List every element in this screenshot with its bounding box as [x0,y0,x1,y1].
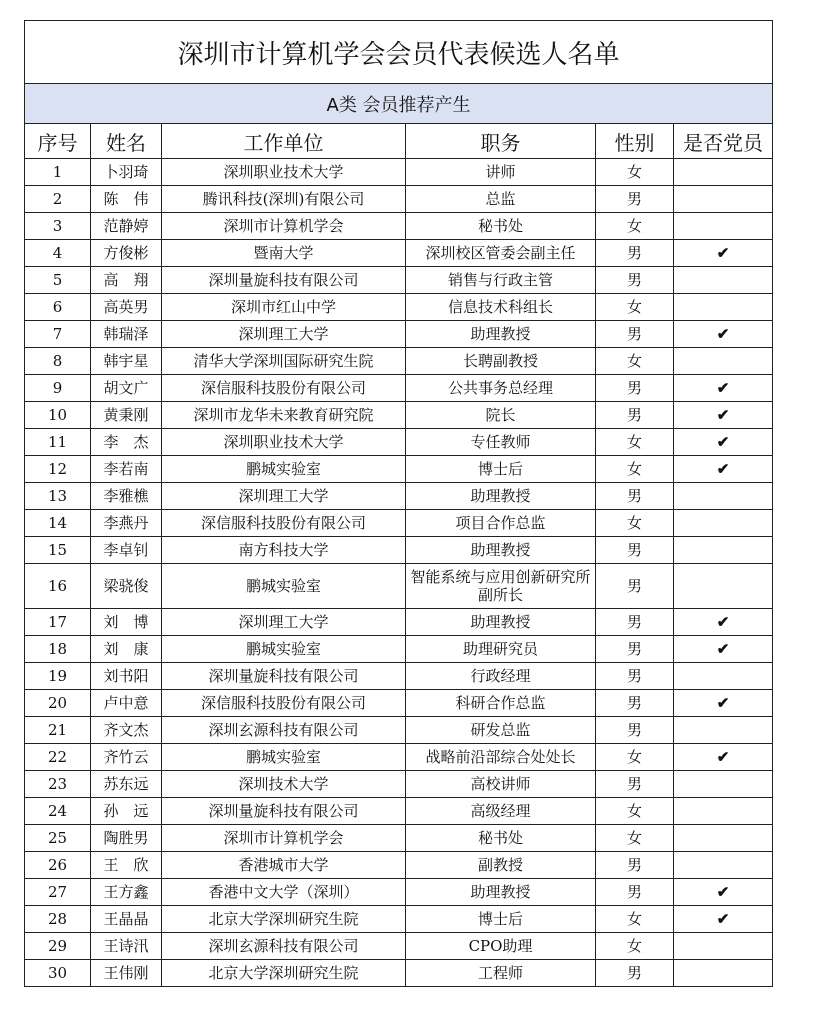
cell-party-member [674,852,773,879]
cell-party-member [674,717,773,744]
cell-party-member [674,159,773,186]
cell-gender: 女 [596,933,674,960]
cell-gender: 男 [596,537,674,564]
cell-name: 高 翔 [91,267,162,294]
cell-name: 王 欣 [91,852,162,879]
cell-number: 29 [25,933,91,960]
cell-party-member [674,483,773,510]
table-row [25,906,773,933]
cell-position: 助理研究员 [406,636,596,663]
cell-organization: 深圳市龙华未来教育研究院 [162,402,406,429]
cell-number: 8 [25,348,91,375]
cell-position: 院长 [406,402,596,429]
cell-organization: 深信服科技股份有限公司 [162,510,406,537]
table-row [25,798,773,825]
cell-position: 长聘副教授 [406,348,596,375]
cell-name: 黄秉刚 [91,402,162,429]
check-icon: ✔ [674,906,773,933]
cell-gender: 女 [596,159,674,186]
cell-organization: 香港城市大学 [162,852,406,879]
cell-name: 苏东远 [91,771,162,798]
check-icon: ✔ [674,636,773,663]
cell-organization: 腾讯科技(深圳)有限公司 [162,186,406,213]
cell-name: 高英男 [91,294,162,321]
column-header-party-member: 是否党员 [674,124,773,159]
table-row [25,159,773,186]
cell-organization: 南方科技大学 [162,537,406,564]
cell-position: CPO助理 [406,933,596,960]
cell-organization: 深圳市计算机学会 [162,213,406,240]
cell-name: 刘 康 [91,636,162,663]
table-row [25,510,773,537]
cell-organization: 深圳理工大学 [162,483,406,510]
cell-position: 高校讲师 [406,771,596,798]
cell-organization: 鹏城实验室 [162,456,406,483]
cell-party-member [674,825,773,852]
check-icon: ✔ [674,402,773,429]
candidate-list-table [24,20,773,987]
cell-party-member [674,933,773,960]
cell-gender: 男 [596,240,674,267]
cell-gender: 女 [596,798,674,825]
cell-number: 27 [25,879,91,906]
cell-name: 李雅樵 [91,483,162,510]
column-header-organization: 工作单位 [162,124,406,159]
table-row [25,609,773,636]
cell-position: 博士后 [406,906,596,933]
cell-gender: 女 [596,429,674,456]
cell-position: 讲师 [406,159,596,186]
cell-gender: 男 [596,267,674,294]
cell-number: 7 [25,321,91,348]
cell-organization: 深圳市红山中学 [162,294,406,321]
cell-organization: 清华大学深圳国际研究生院 [162,348,406,375]
cell-number: 2 [25,186,91,213]
cell-name: 范静婷 [91,213,162,240]
cell-gender: 男 [596,483,674,510]
check-icon: ✔ [674,456,773,483]
cell-name: 王晶晶 [91,906,162,933]
document-title: 深圳市计算机学会会员代表候选人名单 [25,21,773,84]
cell-position: 总监 [406,186,596,213]
column-header-name: 姓名 [91,124,162,159]
table-row [25,483,773,510]
cell-party-member [674,771,773,798]
cell-number: 1 [25,159,91,186]
cell-name: 齐竹云 [91,744,162,771]
cell-party-member [674,537,773,564]
cell-name: 陈 伟 [91,186,162,213]
cell-number: 13 [25,483,91,510]
cell-gender: 男 [596,717,674,744]
cell-name: 王方鑫 [91,879,162,906]
cell-number: 21 [25,717,91,744]
cell-name: 王诗汛 [91,933,162,960]
cell-organization: 深信服科技股份有限公司 [162,690,406,717]
cell-party-member [674,564,773,609]
cell-party-member [674,960,773,987]
cell-name: 刘 博 [91,609,162,636]
check-icon: ✔ [674,690,773,717]
cell-party-member [674,213,773,240]
cell-position: 战略前沿部综合处处长 [406,744,596,771]
check-icon: ✔ [674,744,773,771]
table-row [25,240,773,267]
cell-position: 工程师 [406,960,596,987]
cell-gender: 女 [596,744,674,771]
cell-organization: 深圳理工大学 [162,321,406,348]
cell-position: 博士后 [406,456,596,483]
cell-position: 科研合作总监 [406,690,596,717]
cell-name: 李卓钊 [91,537,162,564]
cell-organization: 北京大学深圳研究生院 [162,960,406,987]
column-header-row [25,124,773,159]
cell-gender: 男 [596,636,674,663]
cell-position: 公共事务总经理 [406,375,596,402]
cell-number: 18 [25,636,91,663]
cell-number: 12 [25,456,91,483]
cell-number: 15 [25,537,91,564]
cell-party-member [674,186,773,213]
cell-gender: 女 [596,213,674,240]
cell-organization: 深圳量旋科技有限公司 [162,267,406,294]
cell-number: 10 [25,402,91,429]
table-row [25,717,773,744]
cell-gender: 男 [596,321,674,348]
table-row [25,636,773,663]
table-row [25,852,773,879]
check-icon: ✔ [674,429,773,456]
cell-party-member [674,348,773,375]
table-row [25,429,773,456]
table-row [25,294,773,321]
cell-organization: 鹏城实验室 [162,564,406,609]
cell-name: 王伟刚 [91,960,162,987]
cell-name: 胡文广 [91,375,162,402]
cell-gender: 男 [596,186,674,213]
cell-number: 9 [25,375,91,402]
cell-number: 11 [25,429,91,456]
cell-organization: 北京大学深圳研究生院 [162,906,406,933]
cell-party-member [674,663,773,690]
cell-name: 梁骁俊 [91,564,162,609]
cell-gender: 女 [596,825,674,852]
table-row [25,933,773,960]
cell-position: 智能系统与应用创新研究所副所长 [406,564,596,609]
cell-gender: 男 [596,663,674,690]
cell-number: 17 [25,609,91,636]
cell-position: 项目合作总监 [406,510,596,537]
cell-name: 孙 远 [91,798,162,825]
cell-position: 助理教授 [406,321,596,348]
cell-position: 助理教授 [406,483,596,510]
table-row [25,879,773,906]
cell-gender: 男 [596,879,674,906]
cell-gender: 女 [596,510,674,537]
cell-organization: 深圳量旋科技有限公司 [162,663,406,690]
cell-organization: 深圳理工大学 [162,609,406,636]
cell-gender: 女 [596,348,674,375]
cell-number: 14 [25,510,91,537]
table-row [25,663,773,690]
table-row [25,267,773,294]
cell-position: 秘书处 [406,825,596,852]
table-row [25,537,773,564]
cell-organization: 香港中文大学（深圳） [162,879,406,906]
table-row [25,744,773,771]
cell-gender: 男 [596,852,674,879]
table-row [25,690,773,717]
table-row [25,348,773,375]
table-row [25,375,773,402]
cell-position: 专任教师 [406,429,596,456]
check-icon: ✔ [674,609,773,636]
cell-number: 20 [25,690,91,717]
cell-organization: 暨南大学 [162,240,406,267]
cell-number: 26 [25,852,91,879]
table-row [25,402,773,429]
cell-party-member [674,294,773,321]
cell-gender: 男 [596,564,674,609]
cell-organization: 深圳量旋科技有限公司 [162,798,406,825]
cell-number: 3 [25,213,91,240]
cell-party-member [674,267,773,294]
check-icon: ✔ [674,321,773,348]
cell-number: 19 [25,663,91,690]
cell-number: 24 [25,798,91,825]
cell-organization: 深圳市计算机学会 [162,825,406,852]
table-row [25,771,773,798]
cell-organization: 深信服科技股份有限公司 [162,375,406,402]
cell-name: 李燕丹 [91,510,162,537]
cell-name: 方俊彬 [91,240,162,267]
cell-number: 23 [25,771,91,798]
table-row [25,213,773,240]
cell-position: 助理教授 [406,879,596,906]
cell-name: 卢中意 [91,690,162,717]
cell-name: 齐文杰 [91,717,162,744]
cell-gender: 男 [596,375,674,402]
cell-name: 陶胜男 [91,825,162,852]
cell-number: 5 [25,267,91,294]
cell-gender: 女 [596,456,674,483]
cell-organization: 深圳职业技术大学 [162,159,406,186]
check-icon: ✔ [674,375,773,402]
column-header-position: 职务 [406,124,596,159]
table-row [25,186,773,213]
table-row [25,960,773,987]
cell-gender: 男 [596,960,674,987]
cell-gender: 女 [596,906,674,933]
cell-name: 李若南 [91,456,162,483]
cell-organization: 鹏城实验室 [162,744,406,771]
cell-position: 秘书处 [406,213,596,240]
cell-organization: 鹏城实验室 [162,636,406,663]
cell-name: 刘书阳 [91,663,162,690]
cell-name: 韩瑞泽 [91,321,162,348]
cell-organization: 深圳职业技术大学 [162,429,406,456]
table-row [25,825,773,852]
section-heading: A类 会员推荐产生 [25,84,773,124]
cell-number: 6 [25,294,91,321]
cell-name: 韩宇星 [91,348,162,375]
cell-number: 30 [25,960,91,987]
cell-number: 28 [25,906,91,933]
cell-organization: 深圳玄源科技有限公司 [162,933,406,960]
check-icon: ✔ [674,240,773,267]
cell-number: 4 [25,240,91,267]
cell-name: 李 杰 [91,429,162,456]
table-row [25,321,773,348]
cell-position: 助理教授 [406,609,596,636]
table-row [25,564,773,609]
cell-position: 研发总监 [406,717,596,744]
cell-number: 16 [25,564,91,609]
cell-gender: 女 [596,294,674,321]
cell-gender: 男 [596,402,674,429]
cell-gender: 男 [596,609,674,636]
cell-position: 销售与行政主管 [406,267,596,294]
cell-number: 22 [25,744,91,771]
cell-position: 助理教授 [406,537,596,564]
column-header-gender: 性别 [596,124,674,159]
cell-position: 信息技术科组长 [406,294,596,321]
cell-party-member [674,510,773,537]
column-header-number: 序号 [25,124,91,159]
cell-organization: 深圳技术大学 [162,771,406,798]
table-row [25,456,773,483]
cell-gender: 男 [596,690,674,717]
cell-name: 卜羽琦 [91,159,162,186]
cell-number: 25 [25,825,91,852]
cell-organization: 深圳玄源科技有限公司 [162,717,406,744]
cell-position: 高级经理 [406,798,596,825]
cell-position: 行政经理 [406,663,596,690]
cell-position: 副教授 [406,852,596,879]
cell-party-member [674,798,773,825]
cell-gender: 男 [596,771,674,798]
check-icon: ✔ [674,879,773,906]
cell-position: 深圳校区管委会副主任 [406,240,596,267]
